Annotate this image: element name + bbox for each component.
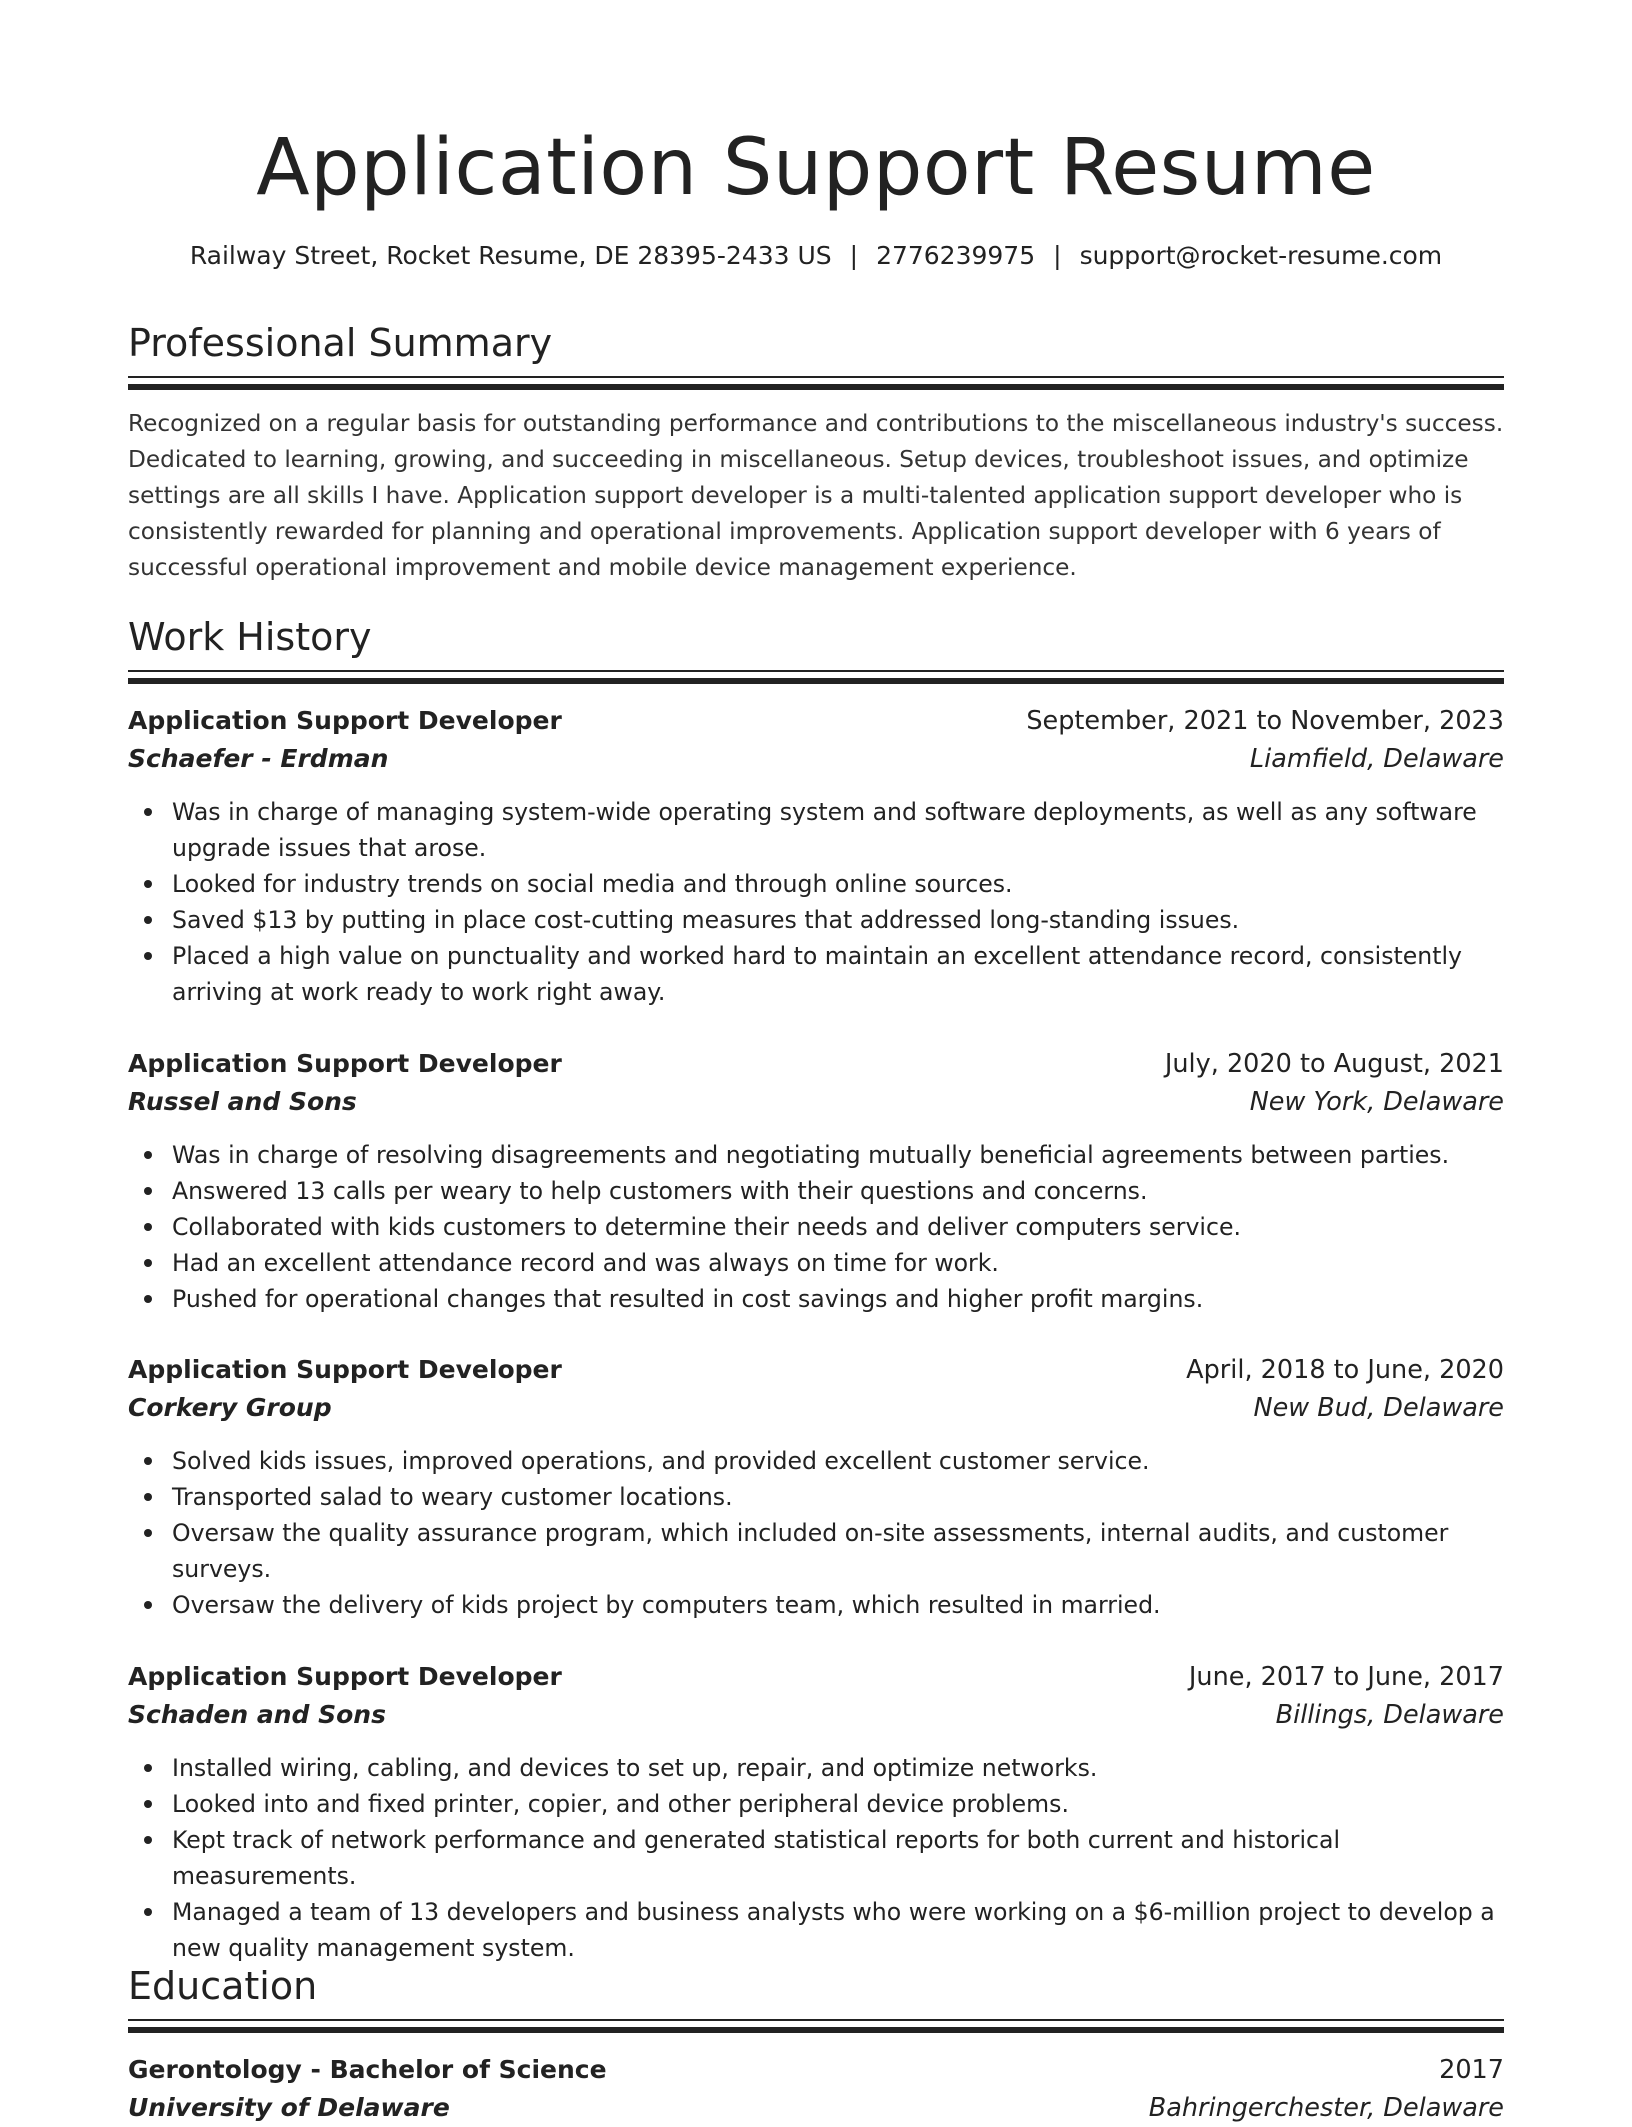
list-item: Oversaw the delivery of kids project by computers team, which resulted in married. <box>172 1587 1504 1623</box>
summary-text: Recognized on a regular basis for outstanding performance and contributions to the miscellaneous industry's success. Dedicated to learning, growing, and succeeding in miscellaneous. Setup devices, troubleshoot issues, and optimize settings are all skills I have. Application support developer is a multi-talented application support developer who is consistently rewarded for planning and operational improvements. Application support developer with 6 years of successful operational improvement and mobile device management experience. <box>128 410 1504 581</box>
job-location: New Bud, Delaware <box>1253 1393 1504 1423</box>
job-entry <box>128 1351 1504 1623</box>
job-header-row <box>128 1045 1504 1083</box>
list-item: Transported salad to weary customer locations. <box>172 1479 1504 1515</box>
education-location: Bahringerchester, Delaware <box>1148 2093 1504 2123</box>
section-heading-education <box>128 1961 1504 2011</box>
education-degree: Gerontology - Bachelor of Science <box>128 2055 607 2084</box>
education-heading: Education <box>128 1964 318 2008</box>
job-dates: June, 2017 to June, 2017 <box>1188 1662 1504 1692</box>
list-item: Collaborated with kids customers to determine their needs and deliver computers service. <box>172 1209 1504 1245</box>
list-item: Had an excellent attendance record and was always on time for work. <box>172 1245 1504 1281</box>
job-title: Application Support Developer <box>128 1662 562 1691</box>
section-divider <box>128 384 1504 390</box>
list-item: Solved kids issues, improved operations, and provided excellent customer service. <box>172 1443 1504 1479</box>
job-bullets <box>128 794 1504 1010</box>
section-divider <box>128 376 1504 378</box>
list-item: Saved $13 by putting in place cost-cutting measures that addressed long-standing issues. <box>172 902 1504 938</box>
job-header-row <box>128 702 1504 740</box>
list-item: Pushed for operational changes that resulted in cost savings and higher profit margins. <box>172 1281 1504 1317</box>
education-header-row <box>128 2051 1504 2089</box>
work-heading: Work History <box>128 615 372 659</box>
job-title: Application Support Developer <box>128 1049 562 1078</box>
job-entry <box>128 1045 1504 1317</box>
section-divider <box>128 2027 1504 2033</box>
list-item: Was in charge of managing system-wide operating system and software deployments, as well as any software upgrade issues that arose. <box>172 794 1504 866</box>
list-item: Answered 13 calls per weary to help customers with their questions and concerns. <box>172 1173 1504 1209</box>
section-divider <box>128 678 1504 684</box>
list-item: Managed a team of 13 developers and business analysts who were working on a $6-million project to develop a new quality management system. <box>172 1894 1504 1966</box>
job-dates: April, 2018 to June, 2020 <box>1186 1355 1504 1385</box>
education-subheader-row <box>128 2089 1504 2127</box>
job-bullets <box>128 1137 1504 1317</box>
section-divider <box>128 670 1504 672</box>
job-company: Schaden and Sons <box>128 1700 386 1729</box>
contact-email[interactable]: support@rocket-resume.com <box>1079 241 1443 270</box>
job-subheader-row <box>128 740 1504 778</box>
education-entry <box>128 2051 1504 2127</box>
section-heading-summary <box>128 318 1504 368</box>
contact-separator: | <box>849 241 859 270</box>
job-company: Schaefer - Erdman <box>128 744 389 773</box>
job-dates: July, 2020 to August, 2021 <box>1164 1049 1504 1079</box>
section-divider <box>128 2019 1504 2021</box>
job-header-row <box>128 1351 1504 1389</box>
job-bullets <box>128 1750 1504 1966</box>
job-title: Application Support Developer <box>128 1355 562 1384</box>
list-item: Kept track of network performance and generated statistical reports for both current and historical measurements. <box>172 1822 1504 1894</box>
summary-heading: Professional Summary <box>128 321 553 365</box>
contact-phone: 2776239975 <box>876 241 1036 270</box>
job-location: New York, Delaware <box>1249 1087 1504 1117</box>
list-item: Installed wiring, cabling, and devices to set up, repair, and optimize networks. <box>172 1750 1504 1786</box>
contact-line <box>0 238 1632 274</box>
job-subheader-row <box>128 1389 1504 1427</box>
job-dates: September, 2021 to November, 2023 <box>1026 706 1504 736</box>
list-item: Looked into and fixed printer, copier, and other peripheral device problems. <box>172 1786 1504 1822</box>
contact-address: Railway Street, Rocket Resume, DE 28395-2433 US <box>189 241 832 270</box>
education-year: 2017 <box>1439 2055 1504 2085</box>
education-school: University of Delaware <box>128 2093 450 2122</box>
job-bullets <box>128 1443 1504 1623</box>
job-header-row <box>128 1658 1504 1696</box>
list-item: Looked for industry trends on social media and through online sources. <box>172 866 1504 902</box>
job-company: Russel and Sons <box>128 1087 357 1116</box>
section-heading-work <box>128 612 1504 662</box>
list-item: Was in charge of resolving disagreements and negotiating mutually beneficial agreements between parties. <box>172 1137 1504 1173</box>
job-entry <box>128 1658 1504 1966</box>
job-subheader-row <box>128 1083 1504 1121</box>
list-item: Placed a high value on punctuality and worked hard to maintain an excellent attendance record, consistently arriving at work ready to work right away. <box>172 938 1504 1010</box>
job-subheader-row <box>128 1696 1504 1734</box>
job-location: Billings, Delaware <box>1275 1700 1504 1730</box>
job-company: Corkery Group <box>128 1393 332 1422</box>
contact-separator: | <box>1053 241 1062 270</box>
job-entry <box>128 702 1504 1010</box>
job-location: Liamfield, Delaware <box>1249 744 1504 774</box>
list-item: Oversaw the quality assurance program, which included on-site assessments, internal audits, and customer surveys. <box>172 1515 1504 1587</box>
resume-title: Application Support Resume <box>256 123 1376 213</box>
job-title: Application Support Developer <box>128 706 562 735</box>
